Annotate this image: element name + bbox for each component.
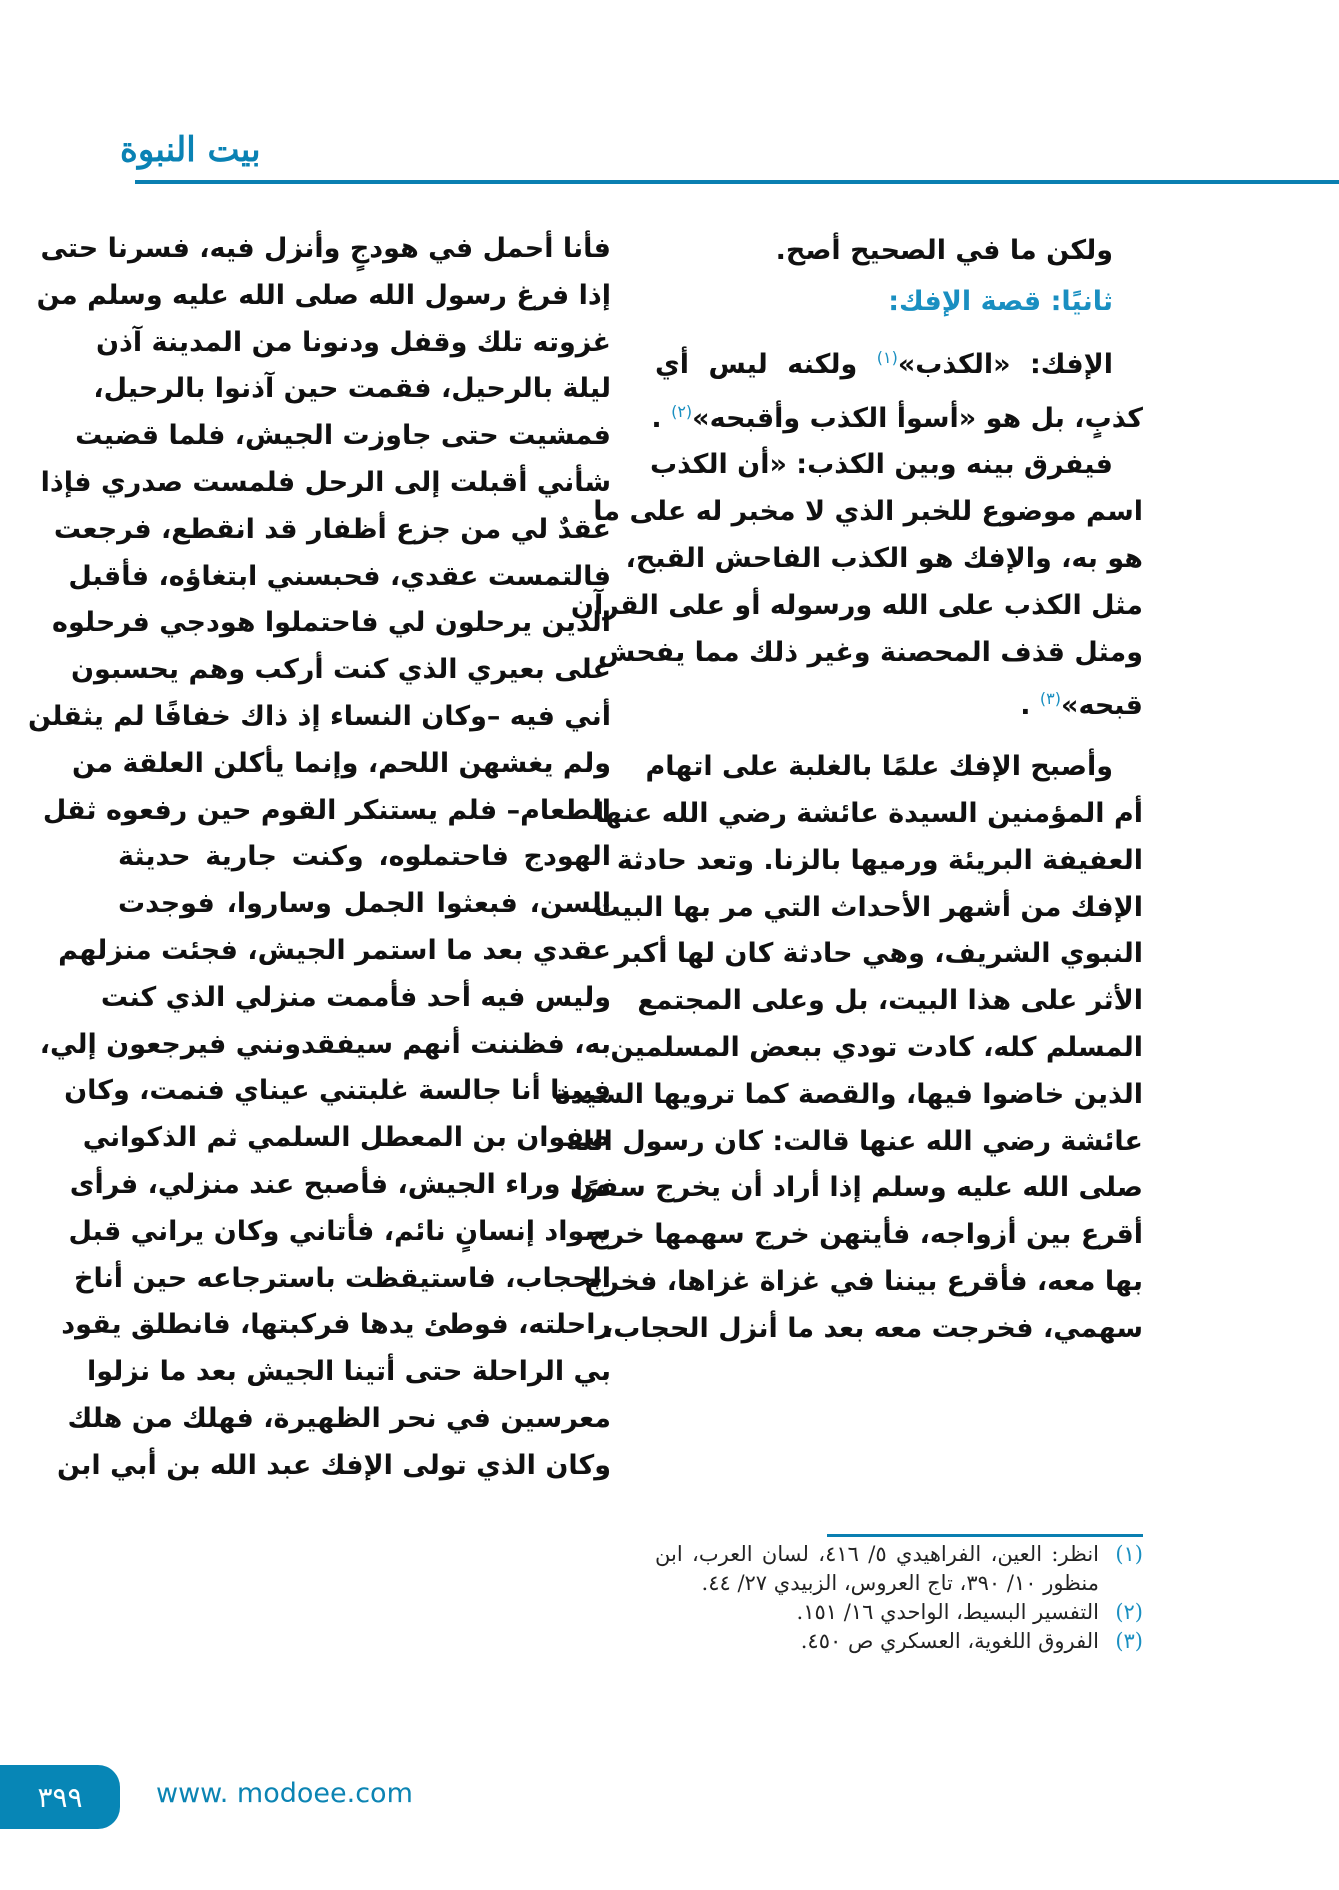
footnote-text: الفروق اللغوية، العسكري ص ٤٥٠. [800,1629,1099,1653]
text-line: عقدٌ لي من جزع أظفار قد انقطع، فرجعت [53,513,611,545]
right-column [554,228,1143,1353]
text-line: وكان الذي تولى الإفك عبد الله بن أبي ابن [57,1449,611,1481]
text-span: الإفك: «الكذب» [897,348,1113,380]
paragraph-ifk-definition [651,335,1143,443]
paragraph-gap [655,730,1143,744]
text-line: راحلته، فوطئ يدها فركبتها، فانطلق يقود [61,1309,611,1341]
text-line [651,389,1143,443]
text-line: صفوان بن المعطل السلمي ثم الذكواني [82,1122,611,1154]
text-line: بي الراحلة حتى أتينا الجيش بعد ما نزلوا [86,1356,611,1388]
text-line: سواد إنسانٍ نائم، فأتاني وكان يراني قبل [68,1215,611,1247]
text-line: على بعيري الذي كنت أركب وهم يحسبون [71,654,611,686]
text-line: فمشيت حتى جاوزت الجيش، فلما قضيت [75,420,611,452]
paragraph-hadith [27,226,611,1490]
text-line: الأثر على هذا البيت، بل وعلى المجتمع [637,985,1143,1017]
text-line: ولم يغشهن اللحم، وإنما يأكلن العلقة من [72,747,611,779]
text-line: ومثل قذف المحصنة وغير ذلك مما يفحش [598,636,1143,668]
text-line: إذا فرغ رسول الله صلى الله عليه وسلم من [36,279,611,311]
footnote-ref-2[interactable]: (٢) [671,401,693,421]
text-span: . [1020,690,1031,722]
text-line: العفيفة البريئة ورميها بالزنا. وتعد حادثة [616,844,1143,876]
text-line: أقرع بين أزواجه، فأيتهن خرج سهمها خرج [589,1219,1143,1251]
text-line: المسلم كله، كادت تودي ببعض المسلمين [610,1031,1143,1063]
book-logo: بيت النبوة [120,130,261,170]
text-line: فيفرق بينه وبين الكذب: «أن الكذب [649,449,1113,481]
text-line: من وراء الجيش، فأصبح عند منزلي، فرأى [69,1168,611,1200]
text-line: الإفك من أشهر الأحداث التي مر بها البيت [593,891,1143,923]
text-line: فأنا أحمل في هودجٍ وأنزل فيه، فسرنا حتى [40,233,611,264]
text-span: . [651,402,662,434]
text-line: أم المؤمنين السيدة عائشة رضي الله عنها [594,797,1143,829]
text-line: عائشة رضي الله عنها قالت: كان رسول الله [566,1125,1143,1157]
text-line: النبوي الشريف، وهي حادثة كان لها أكبر [614,938,1143,970]
website-url[interactable]: www. modoee.com [156,1778,413,1809]
text-line: به، فظننت أنهم سيفقدونني فيرجعون إلي، [39,1028,611,1060]
footnote-text: انظر: العين، الفراهيدي ٥/ ٤١٦، لسان العرب، ابن منظور ١٠/ ٣٩٠، تاج العروس، الزبيدي ٢٧/ ٤٤. [655,1542,1099,1595]
text-line: أني فيه –وكان النساء إذ ذاك خفافًا لم يثقلن [27,700,611,732]
footnotes [655,1540,1143,1656]
footnote-1 [655,1540,1143,1598]
text-line: الطعام– فلم يستنكر القوم حين رفعوه ثقل [42,794,611,826]
header-rule [135,180,1339,184]
text-span: قبحه» [1061,690,1143,722]
intro-line [655,228,1143,275]
page-number: ٣٩٩ [37,1780,83,1814]
footnote-separator [827,1534,1143,1537]
text-line: معرسين في نحر الظهيرة، فهلك من هلك [67,1402,611,1434]
text-line: فبينا أنا جالسة غلبتني عيناي فنمت، وكان [64,1075,611,1107]
text-line [655,335,1143,389]
text-line: هو به، والإفك هو الكذب الفاحش القبح، [625,542,1143,574]
text-line: صلى الله عليه وسلم إذا أراد أن يخرج سفرًا [573,1172,1143,1204]
text-line [655,676,1143,730]
paragraph-story [554,744,1143,1352]
text-line: شأني أقبلت إلى الرحل فلمست صدري فإذا [40,466,611,498]
text-line: الذين يرحلون لي فاحتملوا هودجي فرحلوه [52,607,611,639]
text-line: سهمي، فخرجت معه بعد ما أنزل الحجاب، [602,1312,1143,1344]
footnote-number: (٢) [1115,1600,1143,1624]
text-line: فالتمست عقدي، فحبسني ابتغاؤه، فأقبل [68,560,611,592]
footnote-ref-3[interactable]: (٣) [1039,689,1062,709]
text-line: وليس فيه أحد فأممت منزلي الذي كنت [100,981,611,1013]
text-line: الهودج فاحتملوه، وكنت جارية حديثة [118,841,611,873]
text-line: الذين خاضوا فيها، والقصة كما ترويها السيدة [554,1078,1143,1110]
footnote-2 [655,1598,1143,1627]
text-line: عقدي بعد ما استمر الجيش، فجئت منزلهم [58,934,611,966]
text-line: وأصبح الإفك علمًا بالغلبة على اتهام [645,751,1113,783]
text-line: اسم موضوع للخبر الذي لا مخبر له على ما [593,496,1143,528]
text-span: ولكنه ليس أي [655,348,858,380]
text-line: غزوته تلك وقفل ودنونا من المدينة آذن [95,326,611,358]
section-heading: ثانيًا: قصة الإفك: [888,285,1113,317]
text-line: الحجاب، فاستيقظت باسترجاعه حين أناخ [74,1262,611,1294]
footnote-3 [655,1627,1143,1656]
paragraph-difference [570,442,1143,730]
page-number-badge [0,1765,120,1829]
text-line: السن، فبعثوا الجمل وساروا، فوجدت [118,888,611,920]
text-span: كذبٍ، بل هو «أسوأ الكذب وأقبحه» [692,402,1143,434]
text-line: مثل الكذب على الله ورسوله أو على القرآن [570,589,1143,621]
footnote-number: (١) [1115,1542,1143,1566]
footnote-text: التفسير البسيط، الواحدي ١٦/ ١٥١. [796,1600,1099,1624]
footnote-number: (٣) [1115,1629,1143,1653]
left-column [27,226,611,1490]
text-line: ولكن ما في الصحيح أصح. [775,235,1113,266]
footnote-ref-1[interactable]: (١) [876,347,898,367]
text-line: ليلة بالرحيل، فقمت حين آذنوا بالرحيل، [93,373,611,405]
text-line: بها معه، فأقرع بيننا في غزاة غزاها، فخرج [584,1265,1143,1297]
